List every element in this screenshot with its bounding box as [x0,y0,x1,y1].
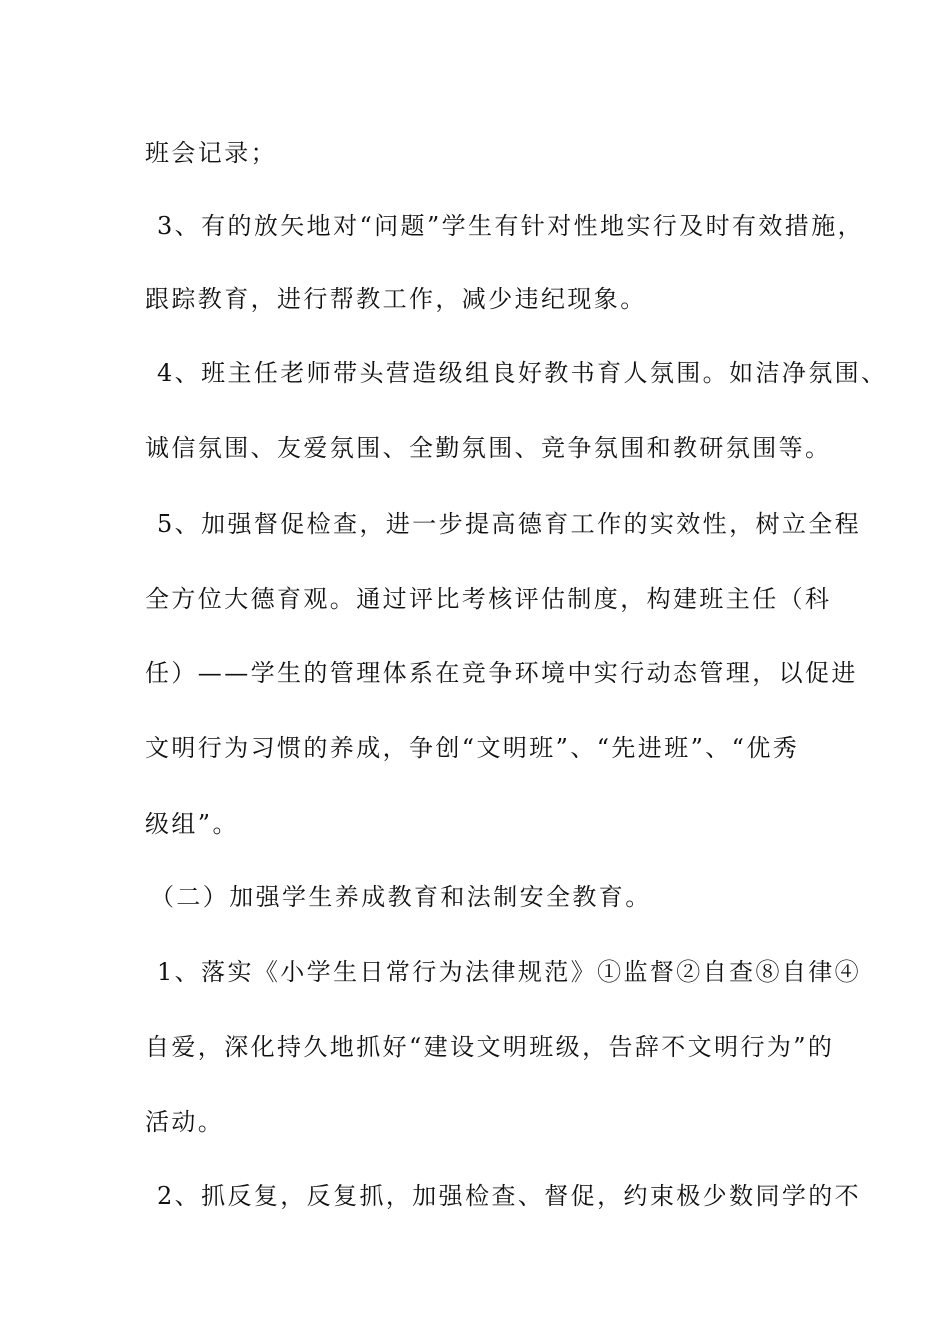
text-line-10: 级组”。 [145,810,239,838]
text-line-15: 2、抓反复，反复抓，加强检查、督促，约束极少数同学的不 [157,1182,862,1210]
text-line-1: 班会记录； [145,139,277,167]
section-heading: （二）加强学生养成教育和法制安全教育。 [150,883,652,911]
text-line-7: 全方位大德育观。通过评比考核评估制度，构建班主任（科 [145,585,832,613]
text-line-9: 文明行为习惯的养成，争创“文明班”、“先进班”、“优秀 [145,734,800,762]
text-line-8: 任）——学生的管理体系在竞争环境中实行动态管理，以促进 [145,659,858,687]
text-line-14: 活动。 [145,1108,225,1136]
text-line-6: 5、加强督促检查，进一步提高德育工作的实效性，树立全程 [157,510,862,538]
text-line-2: 3、有的放矢地对“问题”学生有针对性地实行及时有效措施， [157,212,865,240]
text-line-3: 跟踪教育，进行帮教工作，减少违纪现象。 [145,285,647,313]
text-line-5: 诚信氛围、友爱氛围、全勤氛围、竞争氛围和教研氛围等。 [145,434,832,462]
text-line-13: 自爱，深化持久地抓好“建设文明班级，告辞不文明行为”的 [145,1033,835,1061]
text-line-12: 1、落实《小学生日常行为法律规范》①监督②自查⑧自律④ [157,958,862,986]
text-line-4: 4、班主任老师带头营造级组良好教书育人氛围。如洁净氛围、 [157,359,888,387]
